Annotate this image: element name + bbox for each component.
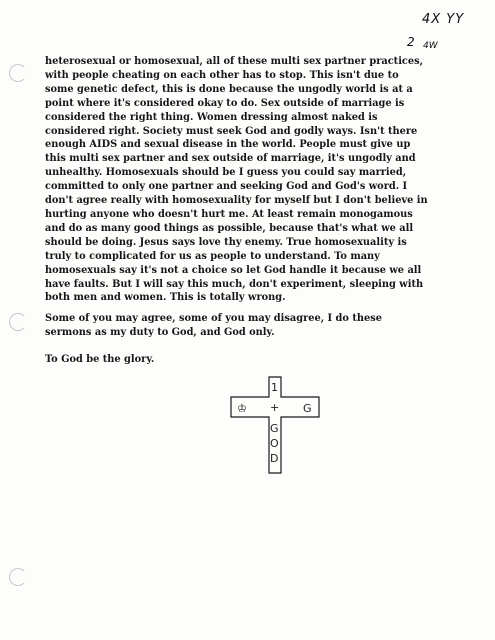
cross-icon (225, 375, 335, 475)
cross-letter-vertical: O (270, 437, 279, 450)
handwritten-note-top: 4X YY (422, 12, 465, 27)
paragraph-main: heterosexual or homosexual, all of these multi sex partner practices, with people cheating on each other has to stop. This isn't due to some genetic defect, this is done because the ungodly world is at a point where it's considered okay to do. Sex outside of marriage is considered the right thing. Women dressing almost naked is considered right. Society must seek God and godly ways. Isn't there enough AIDS and sexual disease in the world. People must give up this multi sex partner and sex outside of marriage, it's ungodly and unhealthy. Homosexuals should be I guess you could say married, committed to only one partner and seeking God and God's word. I don't agree really with homosexuality for myself but I don't believe in hurting anyone who doesn't hurt me. At least remain monogamous and do as many good things as possible, because that's what we all should be doing. Jesus says love thy enemy. True homosexuality is truly to complicated for us as people to understand. To many homosexuals say it's not a choice so let God handle it because we all have faults. But I will say this much, don't experiment, sleeping with both men and women. This is totally wrong. (45, 56, 428, 304)
cross-letter-left: ♔ (237, 402, 247, 415)
handwritten-page-number: 2 (407, 35, 415, 49)
cross-letter-top: 1 (271, 381, 278, 394)
cross-letter-vertical: D (270, 452, 279, 465)
cross-letter-vertical: G (270, 422, 279, 435)
paragraph-agree: Some of you may agree, some of you may disagree, I do these sermons as my duty to God, and God only. (45, 313, 382, 338)
punch-hole (9, 568, 27, 586)
punch-hole (9, 64, 27, 82)
hand-drawn-cross (225, 375, 335, 475)
cross-letter-right: G (303, 402, 312, 415)
cross-letter-center: + (270, 401, 280, 414)
paragraph-closing: To God be the glory. (45, 354, 155, 365)
handwritten-note-sub: 4W (423, 41, 438, 51)
punch-hole (9, 313, 27, 331)
